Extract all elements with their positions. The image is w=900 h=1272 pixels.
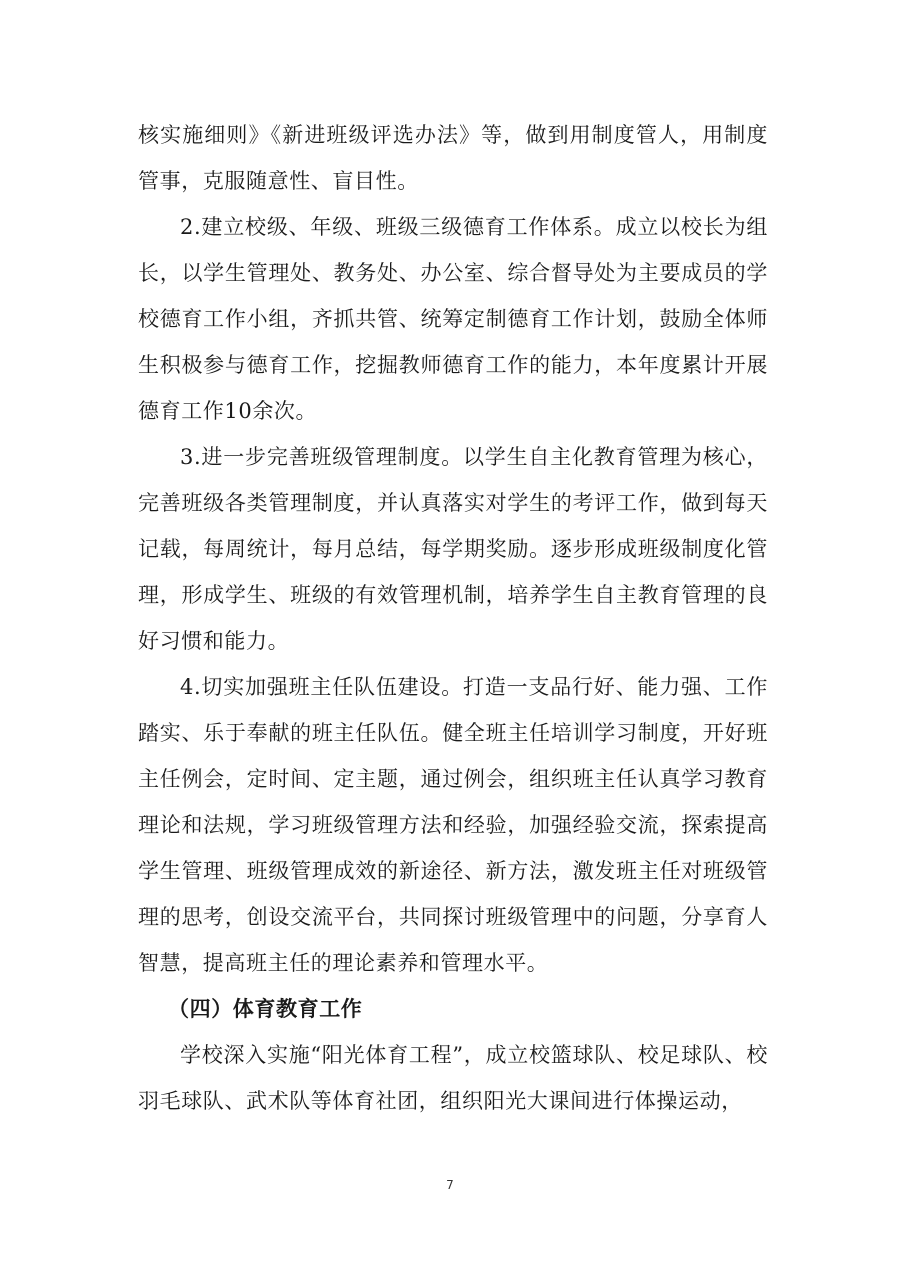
paragraph-sports: 学校深入实施“阳光体育工程”，成立校篮球队、校足球队、校羽毛球队、武术队等体育社团，组织阳光大课间进行体操运动， [138,1043,768,1113]
paragraph-item-4: 4.切实加强班主任队伍建设。打造一支品行好、能力强、工作踏实、乐于奉献的班主任队伍。健全班主任培训学习制度，开好班主任例会，定时间、定主题，通过例会，组织班主任认真学习教育理论和法规，学习班级管理方法和经验，加强经验交流，探索提高学生管理、班级管理成效的新途径、新方法，激发班主任对班级管理的思考，创设交流平台，共同探讨班级管理中的问题，分享育人智慧，提高班主任的理论素养和管理水平。 [138,675,768,975]
document-body [138,112,768,1124]
paragraph-continuation: 核实施细则》《新进班级评选办法》等，做到用制度管人，用制度管事，克服随意性、盲目性。 [138,123,768,193]
paragraph-item-3: 3.进一步完善班级管理制度。以学生自主化教育管理为核心，完善班级各类管理制度，并认真落实对学生的考评工作，做到每天记载，每周统计，每月总结，每学期奖励。逐步形成班级制度化管理，形成学生、班级的有效管理机制，培养学生自主教育管理的良好习惯和能力。 [138,445,768,653]
page-number: 7 [446,1178,454,1192]
section-heading: （四）体育教育工作 [168,997,363,1021]
paragraph-item-2: 2.建立校级、年级、班级三级德育工作体系。成立以校长为组长，以学生管理处、教务处、办公室、综合督导处为主要成员的学校德育工作小组，齐抓共管、统筹定制德育工作计划，鼓励全体师生积极参与德育工作，挖掘教师德育工作的能力，本年度累计开展德育工作10余次。 [138,215,768,423]
